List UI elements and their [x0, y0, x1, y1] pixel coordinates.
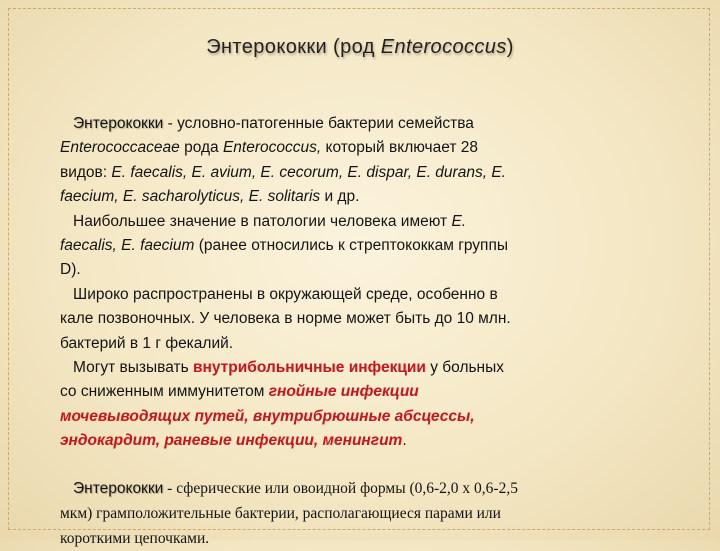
family-name: Enterococcaceae [60, 139, 180, 157]
para4-period: . [402, 432, 407, 450]
para1-text1: условно-патогенные бактерии семейства [177, 115, 474, 132]
para4-line1 [60, 356, 700, 380]
para3-line2: кале позвоночных. У человека в норме может быть до 10 млн. [60, 310, 511, 328]
para4-diseases: эндокардит, раневые инфекции, менингит [60, 432, 403, 450]
para1-text2b: рода [179, 139, 223, 157]
para5-line2: мкм) грамположительные бактерии, располагающиеся парами или [60, 505, 501, 522]
slide-body [60, 112, 700, 454]
para5-line1 [60, 476, 700, 501]
para4-text2a: со сниженным иммунитетом [60, 383, 269, 401]
para4-text1c: у больных [425, 359, 505, 377]
para3-line3: бактерий в 1 г фекалий. [60, 334, 234, 352]
para5-line3: короткими цепочками. [60, 530, 210, 547]
para2-line2 [60, 234, 700, 258]
para5-text1: - сферические или овоидной формы (0,6-2,0 х 0,6-2,5 [163, 480, 518, 497]
title-latin: Enterococcus [380, 36, 507, 58]
para1-term: Энтерококки [73, 115, 164, 132]
para4-line4 [60, 429, 700, 453]
para2-text1b: E. [451, 212, 467, 230]
para4-text1a: Могут вызывать [73, 359, 193, 377]
genus-name: Enterococcus, [222, 139, 322, 157]
para1-line4 [60, 185, 700, 209]
para1-text4b: и др. [320, 188, 360, 206]
para2-text1a: Наибольшее значение в патологии человека имеют [73, 212, 452, 230]
para4-line2 [60, 380, 700, 404]
para2-line3: D). [60, 261, 81, 279]
para1-dash: - [163, 115, 178, 132]
purulent-infections: гнойные инфекции [268, 383, 419, 401]
title-text: Энтерококки (род [206, 36, 381, 58]
species-list-2: faecium, E. sacharolyticus, E. solitaris [60, 188, 321, 206]
para3-line1: Широко распространены в окружающей среде, особенно в [73, 285, 498, 303]
title-close: ) [506, 36, 514, 58]
para1-text2d: который включает 28 [321, 139, 478, 157]
para1-text3a: видов: [60, 163, 112, 181]
slide-title [0, 36, 720, 59]
para2-text2b: (ранее относились к стрептококкам группы [194, 237, 508, 255]
para1-line3 [60, 161, 700, 185]
para2-line1 [60, 210, 700, 234]
species-list-1: E. faecalis, E. avium, E. cecorum, E. dispar, E. durans, E. [111, 163, 506, 181]
nosocomial-infections: внутрибольничные инфекции [192, 359, 426, 377]
para1-line1 [60, 112, 700, 136]
para4-line3: мочевыводящих путей, внутрибрюшные абсцессы, [60, 407, 475, 425]
para2-species: faecalis, E. faecium [60, 237, 195, 255]
para1-line2 [60, 136, 700, 160]
para5-term: Энтерококки [73, 480, 164, 497]
